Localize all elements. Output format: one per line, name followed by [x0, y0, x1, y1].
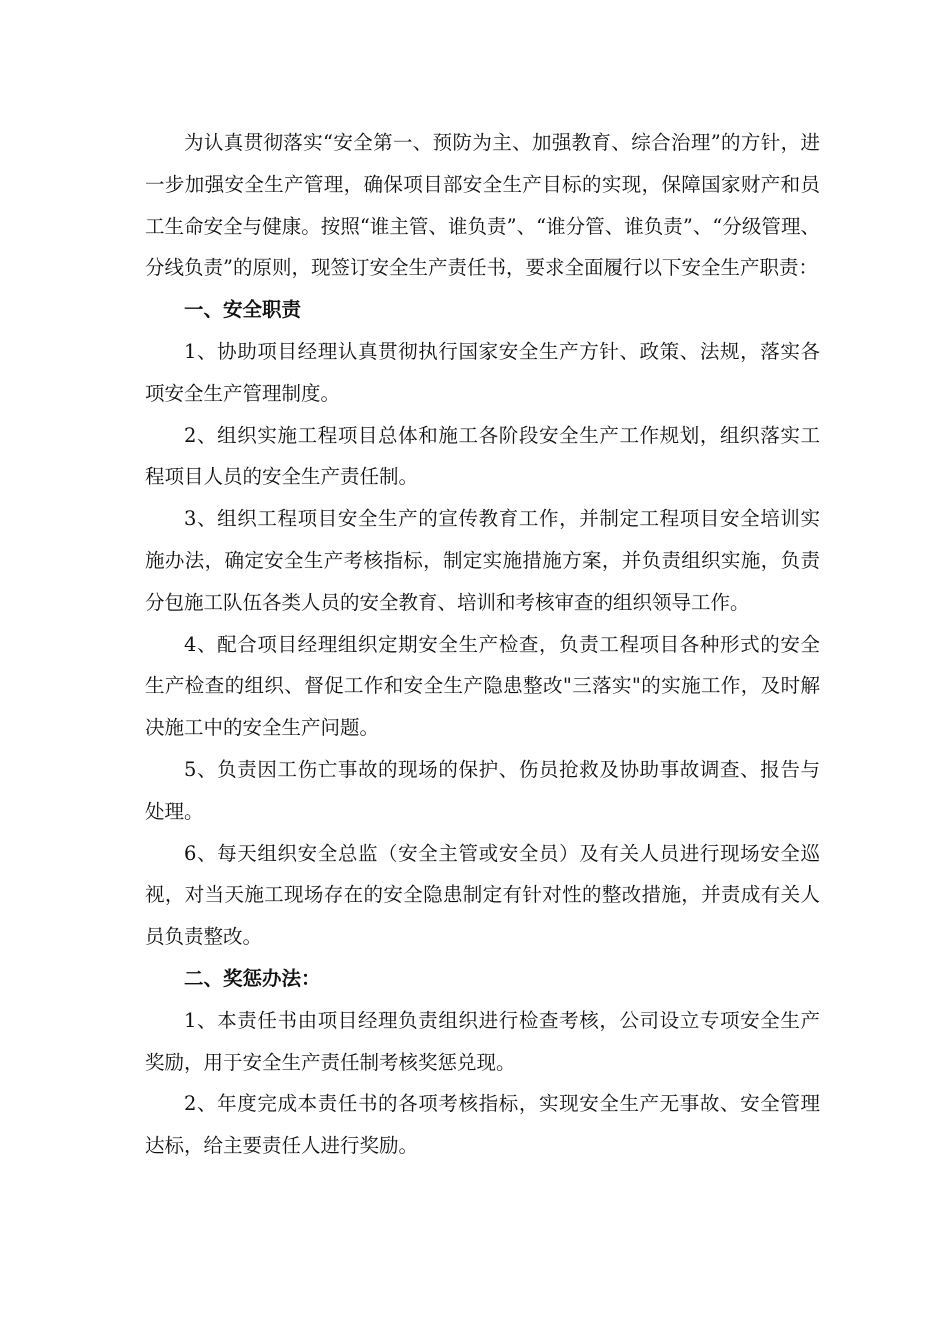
section-heading-safety-duties: 一、安全职责: [184, 298, 302, 322]
duty-item-6: 6、每天组织安全总监（安全主管或安全员）及有关人员进行现场安全巡视，对当天施工现场存在的安全隐患制定有针对性的整改措施，并责成有关人员负责整改。: [145, 841, 820, 949]
intro-paragraph: 为认真贯彻落实“安全第一、预防为主、加强教育、综合治理”的方针，进一步加强安全生产管理，确保项目部安全生产目标的实现，保障国家财产和员工生命安全与健康。按照“谁主管、谁负责”、“谁分管、谁负责”、“分级管理、分线负责”的原则，现签订安全生产责任书，要求全面履行以下安全生产职责：: [145, 131, 820, 280]
reward-item-1: 1、本责任书由项目经理负责组织进行检查考核，公司设立专项安全生产奖励，用于安全生产责任制考核奖惩兑现。: [145, 1008, 820, 1074]
duty-item-1: 1、协助项目经理认真贯彻执行国家安全生产方针、政策、法规，落实各项安全生产管理制度。: [145, 339, 820, 405]
section-heading-rewards-penalties: 二、奖惩办法：: [184, 966, 321, 990]
duty-item-5: 5、负责因工伤亡事故的现场的保护、伤员抢救及协助事故调查、报告与处理。: [145, 757, 820, 823]
duty-item-2: 2、组织实施工程项目总体和施工各阶段安全生产工作规划，组织落实工程项目人员的安全生产责任制。: [145, 423, 820, 489]
duty-item-4: 4、配合项目经理组织定期安全生产检查，负责工程项目各种形式的安全生产检查的组织、督促工作和安全生产隐患整改"三落实"的实施工作，及时解决施工中的安全生产问题。: [145, 632, 820, 740]
reward-item-2: 2、年度完成本责任书的各项考核指标，实现安全生产无事故、安全管理达标，给主要责任人进行奖励。: [145, 1092, 820, 1158]
document-body: [145, 122, 820, 1167]
duty-item-3: 3、组织工程项目安全生产的宣传教育工作，并制定工程项目安全培训实施办法，确定安全生产考核指标，制定实施措施方案，并负责组织实施，负责分包施工队伍各类人员的安全教育、培训和考核审查的组织领导工作。: [145, 507, 820, 614]
